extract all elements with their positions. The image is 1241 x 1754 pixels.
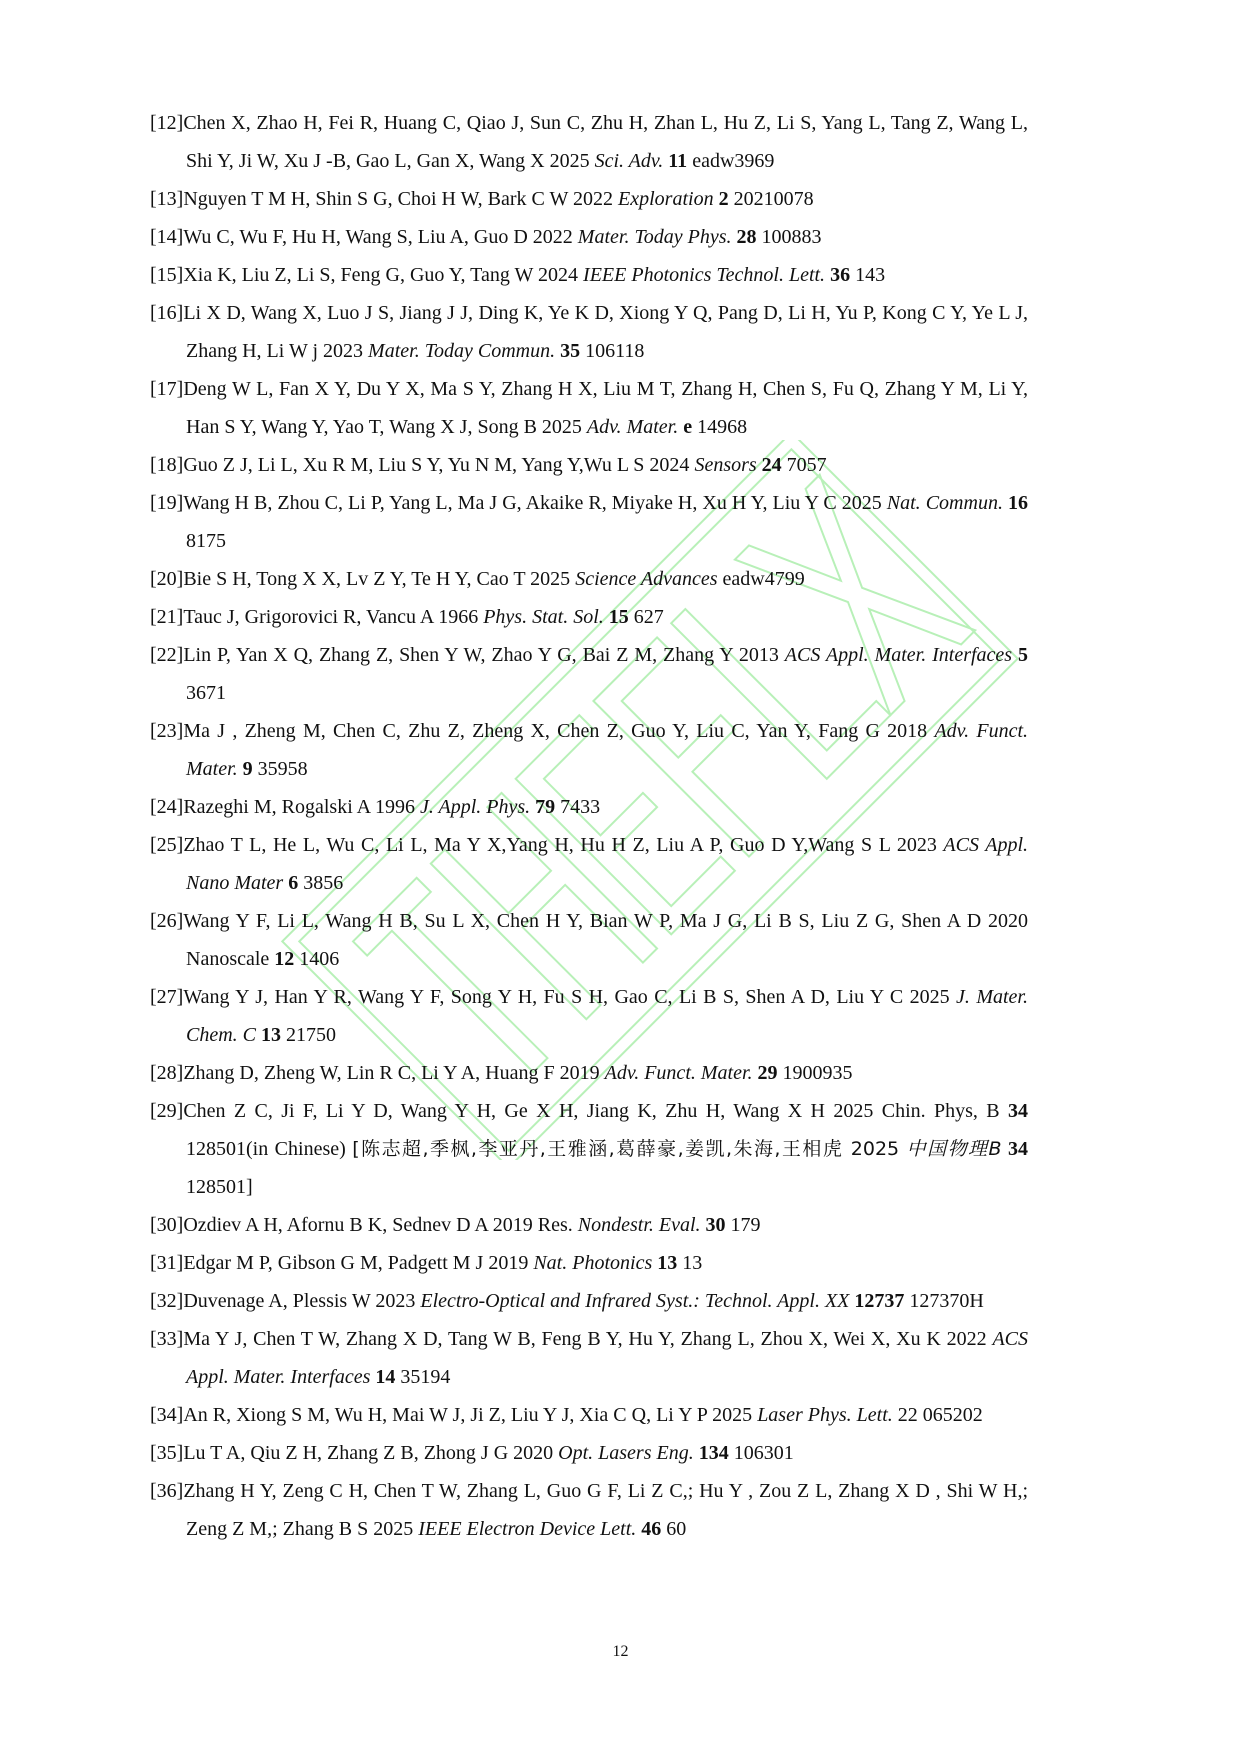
- reference-item: [36]Zhang H Y, Zeng C H, Chen T W, Zhang L, Guo G F, Li Z C,; Hu Y , Zou Z L, Zhang X D , Shi W H,; Zeng Z M,; Zhang B S 2025 IEEE Electron Device Lett. 46 60: [150, 1480, 1028, 1540]
- reference-item: [15]Xia K, Liu Z, Li S, Feng G, Guo Y, Tang W 2024 IEEE Photonics Technol. Lett. 36 143: [150, 264, 886, 286]
- reference-item: [13]Nguyen T M H, Shin S G, Choi H W, Bark C W 2022 Exploration 2 20210078: [150, 188, 814, 210]
- reference-item: [29]Chen Z C, Ji F, Li Y D, Wang Y H, Ge X H, Jiang K, Zhu H, Wang X H 2025 Chin. Phys, B 34 128501(in Chinese) [陈志超,季枫,李亚丹,王雅涵,葛薛豪,姜凯,朱海,王相虎 2025 中国物理B 34 128501]: [150, 1100, 1029, 1198]
- reference-list: [150, 104, 1028, 1548]
- reference-item: [23]Ma J , Zheng M, Chen C, Zhu Z, Zheng X, Chen Z, Guo Y, Liu C, Yan Y, Fang G 2018 Adv. Funct. Mater. 9 35958: [150, 720, 1029, 780]
- reference-item: [16]Li X D, Wang X, Luo J S, Jiang J J, Ding K, Ye K D, Xiong Y Q, Pang D, Li H, Yu P, Kong C Y, Ye L J, Zhang H, Li W j 2023 Mater. Today Commun. 35 106118: [150, 302, 1028, 362]
- reference-item: [26]Wang Y F, Li L, Wang H B, Su L X, Chen H Y, Bian W P, Ma J G, Li B S, Liu Z G, Shen A D 2020 Nanoscale 12 1406: [150, 910, 1028, 970]
- reference-item: [17]Deng W L, Fan X Y, Du Y X, Ma S Y, Zhang H X, Liu M T, Zhang H, Chen S, Fu Q, Zhang Y M, Li Y, Han S Y, Wang Y, Yao T, Wang X J, Song B 2025 Adv. Mater. e 14968: [150, 378, 1028, 438]
- reference-item: [20]Bie S H, Tong X X, Lv Z Y, Te H Y, Cao T 2025 Science Advances eadw4799: [150, 568, 805, 590]
- reference-item: [14]Wu C, Wu F, Hu H, Wang S, Liu A, Guo D 2022 Mater. Today Phys. 28 100883: [150, 226, 822, 248]
- reference-item: [33]Ma Y J, Chen T W, Zhang X D, Tang W B, Feng B Y, Hu Y, Zhang L, Zhou X, Wei X, Xu K 2022 ACS Appl. Mater. Interfaces 14 35194: [150, 1328, 1028, 1388]
- reference-item: [21]Tauc J, Grigorovici R, Vancu A 1966 Phys. Stat. Sol. 15 627: [150, 606, 664, 628]
- reference-item: [12]Chen X, Zhao H, Fei R, Huang C, Qiao J, Sun C, Zhu H, Zhan L, Hu Z, Li S, Yang L, Tang Z, Wang L, Shi Y, Ji W, Xu J -B, Gao L, Gan X, Wang X 2025 Sci. Adv. 11 eadw3969: [150, 112, 1028, 172]
- reference-item: [24]Razeghi M, Rogalski A 1996 J. Appl. Phys. 79 7433: [150, 796, 601, 818]
- reference-item: [31]Edgar M P, Gibson G M, Padgett M J 2019 Nat. Photonics 13 13: [150, 1252, 703, 1274]
- reference-item: [34]An R, Xiong S M, Wu H, Mai W J, Ji Z, Liu Y J, Xia C Q, Li Y P 2025 Laser Phys. Lett. 22 065202: [150, 1404, 983, 1426]
- reference-item: [28]Zhang D, Zheng W, Lin R C, Li Y A, Huang F 2019 Adv. Funct. Mater. 29 1900935: [150, 1062, 853, 1084]
- reference-item: [25]Zhao T L, He L, Wu C, Li L, Ma Y X,Yang H, Hu H Z, Liu A P, Guo D Y,Wang S L 2023 ACS Appl. Nano Mater 6 3856: [150, 834, 1028, 894]
- reference-item: [32]Duvenage A, Plessis W 2023 Electro-Optical and Infrared Syst.: Technol. Appl. XX 12737 127370H: [150, 1290, 984, 1312]
- reference-item: [18]Guo Z J, Li L, Xu R M, Liu S Y, Yu N M, Yang Y,Wu L S 2024 Sensors 24 7057: [150, 454, 827, 476]
- reference-item: [30]Ozdiev A H, Afornu B K, Sednev D A 2019 Res. Nondestr. Eval. 30 179: [150, 1214, 761, 1236]
- reference-item: [35]Lu T A, Qiu Z H, Zhang Z B, Zhong J G 2020 Opt. Lasers Eng. 134 106301: [150, 1442, 794, 1464]
- reference-item: [19]Wang H B, Zhou C, Li P, Yang L, Ma J G, Akaike R, Miyake H, Xu H Y, Liu Y C 2025 Nat. Commun. 16 8175: [150, 492, 1028, 552]
- reference-item: [22]Lin P, Yan X Q, Zhang Z, Shen Y W, Zhao Y G, Bai Z M, Zhang Y 2013 ACS Appl. Mater. Interfaces 5 3671: [150, 644, 1028, 704]
- page-number: 12: [612, 1643, 629, 1660]
- reference-item: [27]Wang Y J, Han Y R, Wang Y F, Song Y H, Fu S H, Gao C, Li B S, Shen A D, Liu Y C 2025 J. Mater. Chem. C 13 21750: [150, 986, 1028, 1046]
